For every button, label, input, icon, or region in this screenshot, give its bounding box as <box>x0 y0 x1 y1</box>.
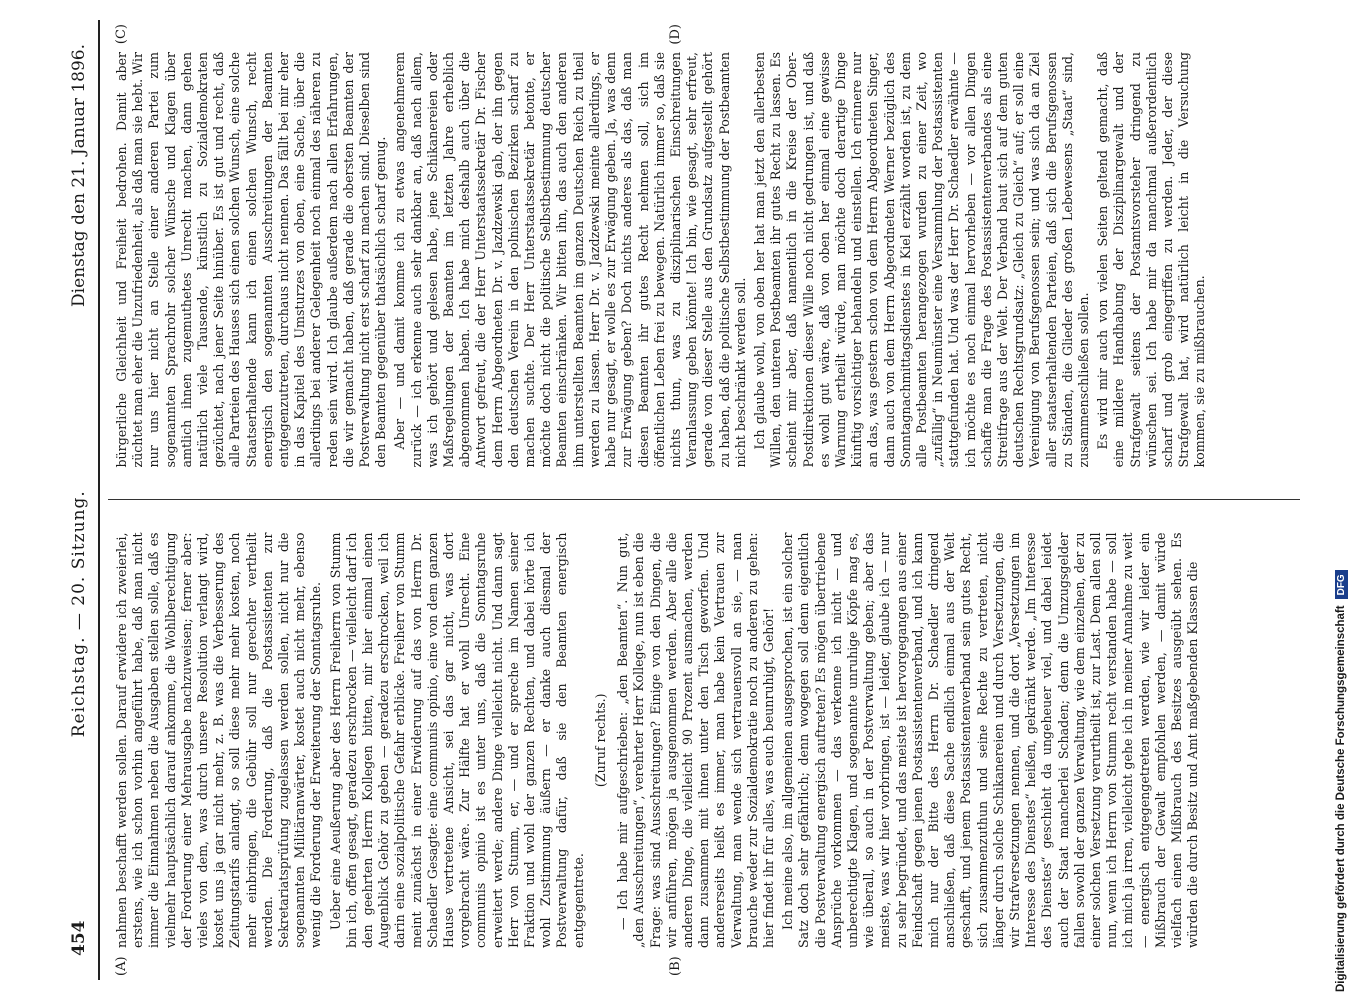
page-header <box>60 20 100 980</box>
paragraph: Ich meine also, im allgemeinen ausgesprochen, ist ein solcher Satz doch sehr gefährlich; denn wogegen soll denn eigentlich die Postverwaltung energisch auftreten? Es mögen übertriebene Ansprüche vorkommen — das verkenne ich nicht — und unberechtigte Klagen, und sogenannte unruhige Köpfe mag es, wie überall, so auch in der Postverwaltung geben; aber das meiste, was wir hier vorbringen, ist — leider, glaube ich — nur zu sehr begründet, und das meiste ist hervorgegangen aus einer Feindschaft gegen jenen Postassistentenverband, und ich kann mich nur der Bitte des Herrn Dr. Schaedler dringend anschließen, daß diese Sache endlich einmal aus der Welt geschafft, und jenem Postassistentenverband sein gutes Recht, sich zusammenzuthun und seine Rechte zu vertreten, nicht länger durch solche Schikanereien und durch Versetzungen, die wir Strafversetzungen nennen, und die dort „Versetzungen im Interesse des Dienstes“ heißen, gekränkt werde. „Im Interesse des Dienstes“ geschieht da ungeheuer viel, und dabei leidet auch der Staat mancherlei Schaden; denn die Umzugsgelder fallen sowohl der ganzen Verwaltung, wie dem einzelnen, der zu einer solchen Versetzung verurtheilt ist, zur Last. Dem allen soll nun, wenn ich Herrn von Stumm recht verstanden habe — soll ich mich ja irren, vielleicht gehe ich in meiner Annahme zu weit — energisch entgegengetreten werden, wie wir leider ein Mißbrauch der Gewalt empfohlen werden, — damit würde vielfach einen Mißbrauch des Besitzes ausgeübt sehen. Es würden die durch Besitz und Amt maßgebenden Klassen die <box>780 532 1201 948</box>
paragraph: nahmen beschafft werden sollen. Darauf erwidere ich zweierlei, erstens, wie ich schon vorhin angeführt habe, daß man nicht immer die Einnahmen neben die Ausgaben stellen solle, daß es vielmehr hauptsächlich darauf ankomme, die Wohlberechtigung der Forderung einer Mehrausgabe nachzuweisen; ferner aber: vieles von dem, was durch unsere Resolution verlangt wird, kostet uns ja gar nicht mehr, z. B. was die Verbesserung des Zeitungstarifs anlangt, so soll diese mehr mehr kosten, noch mehr einbringen, die Gebühr soll nur gerechter vertheilt werden. Die Forderung, daß die Postassistenten zur Sekretariatsprüfung zugelassen werden sollen, nicht nur die sogenannten Militäranwärter, kostet auch nicht mehr, ebenso wenig die Forderung der Erweiterung der Sonntagsruhe. <box>114 532 324 948</box>
margin-marker-a: (A) <box>114 956 129 976</box>
margin-marker-c: (C) <box>114 24 129 45</box>
margin-marker-b: (B) <box>668 956 683 976</box>
credit-text: Digitalisierung gefördert durch die Deutsche Forschungsgemeinschaft <box>1335 605 1347 992</box>
dfg-logo: DFG <box>1335 570 1348 599</box>
paragraph: Aber — und damit komme ich zu etwas angenehmerem zurück — ich erkenne auch sehr dankbar an, daß nach allem, was ich gehört und gelesen habe, jene Schikanereien oder Maßregelungen der Beamten im letzten Jahre erheblich abgenommen haben. Ich habe mich deshalb auch über die Antwort gefreut, die der Herr Unterstaatssekretär Dr. Fischer dem Herrn Abgeordneten Dr. v. Jazdzewski gab, der ihn gegen den deutschen Verein in den polnischen Bezirken scharf zu machen suchte. Der Herr Unterstaatssekretär betonte, er möchte doch nicht die politische Selbstbestimmung deutscher Beamten einschränken. Wir bitten ihn, das auch den anderen ihm unterstellten Beamten im ganzen Deutschen Reich zu theil werden zu lassen. Herr Dr. v. Jazdzewski meinte allerdings, er habe nur gesagt, er wolle es zur Erwägung geben. Ja, was denn zur Erwägung geben? Doch nichts anderes als das, daß man diesen Beamten ihr gutes Recht nehmen soll, sich im öffentlichen Leben frei zu bewegen. Natürlich immer so, daß sie nichts thun, was zu disziplinarischen Einschreitungen Veranlassung geben könnte! Ich bin, wie gesagt, sehr erfreut, gerade von dieser Stelle aus den Grundsatz aufgestellt gehört zu haben, daß die politische Selbstbestimmung der Postbeamten nicht beschränkt werden soll. <box>392 52 748 468</box>
text-columns <box>108 20 1300 980</box>
paragraph: Ueber eine Aeußerung aber des Herrn Freiherrn von Stumm bin ich, offen gesagt, geradezu erschrocken — vielleicht darf ich den geehrten Herrn Kollegen bitten, mir hier einmal einen Augenblick Gehör zu geben — geradezu erschrocken, weil ich darin eine sozialpolitische Gefahr erblicke. Freiherr von Stumm meint zunächst in einer Erwiderung auf das von Herrn Dr. Schaedler Gesagte: eine communis opinio, eine von dem ganzen Hause vertretene Ansicht, sei das gar nicht, was dort vorgebracht wäre. Zur Hälfte hat er wohl Unrecht. Eine communis opinio ist es unter uns, daß die Sonntagsruhe erweitert werde; andere Dinge vielleicht nicht. Und dann sagt Herr von Stumm, er, — und er spreche im Namen seiner Fraktion und wohl der ganzen Rechten, und dabei hörte ich wohl Zustimmung äußern — er danke auch diesmal der Postverwaltung dafür, daß sie den Beamten energisch entgegentrete. <box>327 532 586 948</box>
page-number: 454 <box>69 920 89 956</box>
left-column <box>108 501 1300 981</box>
document-page <box>60 20 1300 980</box>
paragraph: Es wird mir auch von vielen Seiten geltend gemacht, daß eine mildere Handhabung der Disziplinargewalt und der Strafgewalt seitens der Postamtsvorsteher dringend zu wünschen sei. Ich habe mir da manchmal außerordentlich scharf und grob eingegriffen zu werden. Jeder, der diese Strafgewalt hat, wird natürlich leicht in die Versuchung kommen, sie zu mißbrauchen. <box>1095 52 1208 468</box>
session-title: Reichstag. — 20. Sitzung. <box>69 490 89 738</box>
paragraph: Ich glaube wohl, von oben her hat man jetzt den allerbesten Willen, den unteren Postbeamten ihr gutes Recht zu lassen. Es scheint mir aber, daß namentlich in die Kreise der Ober-Postdirektionen dieser Wille noch nicht gedrungen ist, und daß es wohl gut wäre, daß von oben her einmal eine gewisse Warnung ertheilt würde, man möchte doch derartige Dinge künftig vorsichtiger behandeln und einstellen. Ich erinnere nur an das, was gestern schon von dem Herrn Abgeordneten Singer, dann auch von dem Herrn Abgeordneten Werner bezüglich des Sonntagnachmittagsdienstes in Kiel erzählt worden ist, zu dem alle Postbeamten herangezogen wurden zu einer Zeit, wo „zufällig“ in Neumünster eine Versammlung der Postassistenten stattgefunden hat. Und was der Herr Dr. Schaedler erwähnte — ich möchte es noch einmal hervorheben — vor allen Dingen schaffe man die Frage des Postassistentenverbandes als eine Streitfrage aus der Welt. Der Verband baut sich auf dem guten deutschen Rechtsgrundsatz: „Gleich zu Gleich“ auf; er soll eine Vereinigung von Berufsgenossen sein; und was sich da an Ziel aller staatserhaltenden Parteien, daß sich die Berufsgenossen zu Ständen, die Glieder des großen Lebewesens „Staat“ sind, zusammenschließen sollen. <box>751 52 1091 468</box>
margin-marker-d: (D) <box>668 24 683 45</box>
digitization-credit <box>1305 8 1347 992</box>
paragraph: (Zuruf rechts.) <box>592 693 608 788</box>
right-column <box>108 20 1300 501</box>
paragraph: — Ich habe mir aufgeschrieben: „den Beamten“. Nun gut, „den Ausschreitungen“, verehrter Herr Kollege, nun ist eben die Frage: was sind Ausschreitungen? Einige von den Dingen, die wir anführen, mögen ja ausgenommen werden. Aber alle die anderen Dinge, die vielleicht 90 Prozent ausmachen, werden dann zusammen mit ihnen unter den Tisch geworfen. Und andererseits heißt es immer, man habe kein Vertrauen zur Verwaltung, man wende sich vertrauensvoll an sie, — man brauche weder zur Sozialdemokratie noch zu anderen zu gehen: hier findet ihr für alles, was euch beunruhigt, Gehör! <box>615 532 776 948</box>
paragraph: bürgerliche Gleichheit und Freiheit bedrohen. Damit aber züchtet man eher die Unzufriedenheit, als daß man sie hebt. Wir nur uns hier nicht an Stelle einer anderen Partei zum sogenannten Sprachrohr solcher Wünsche und Klagen über amtlich ihnen zugemuthetes Unrecht machen, dann gehen natürlich viele Tausende, künstlich zu Sozialdemokraten gezüchtet, nach jener Seite hinüber. Es ist gut und recht, daß alle Parteien des Hauses sich einen solchen Wunsch, eine solche Staatserhaltende kann ich einen solchen Wunsch, recht energisch den sogenannten Ausschreitungen der Beamten entgegenzutreten, durchaus nicht nennen. Das fällt bei mir eher in das Kapitel des Umsturzes von oben, eine Sache, über die allerdings bei anderer Gelegenheit noch einmal des näheren zu reden sein wird. Ich glaube außerdem nach allen Erfahrungen, die wir gemacht haben, daß gerade die obersten Beamten der Postverwaltung nicht erst scharf zu machen sind. Dieselben sind den Beamten gegenüber thatsächlich scharf genug. <box>114 52 389 468</box>
session-date: Dienstag den 21. Januar 1896. <box>69 44 89 307</box>
